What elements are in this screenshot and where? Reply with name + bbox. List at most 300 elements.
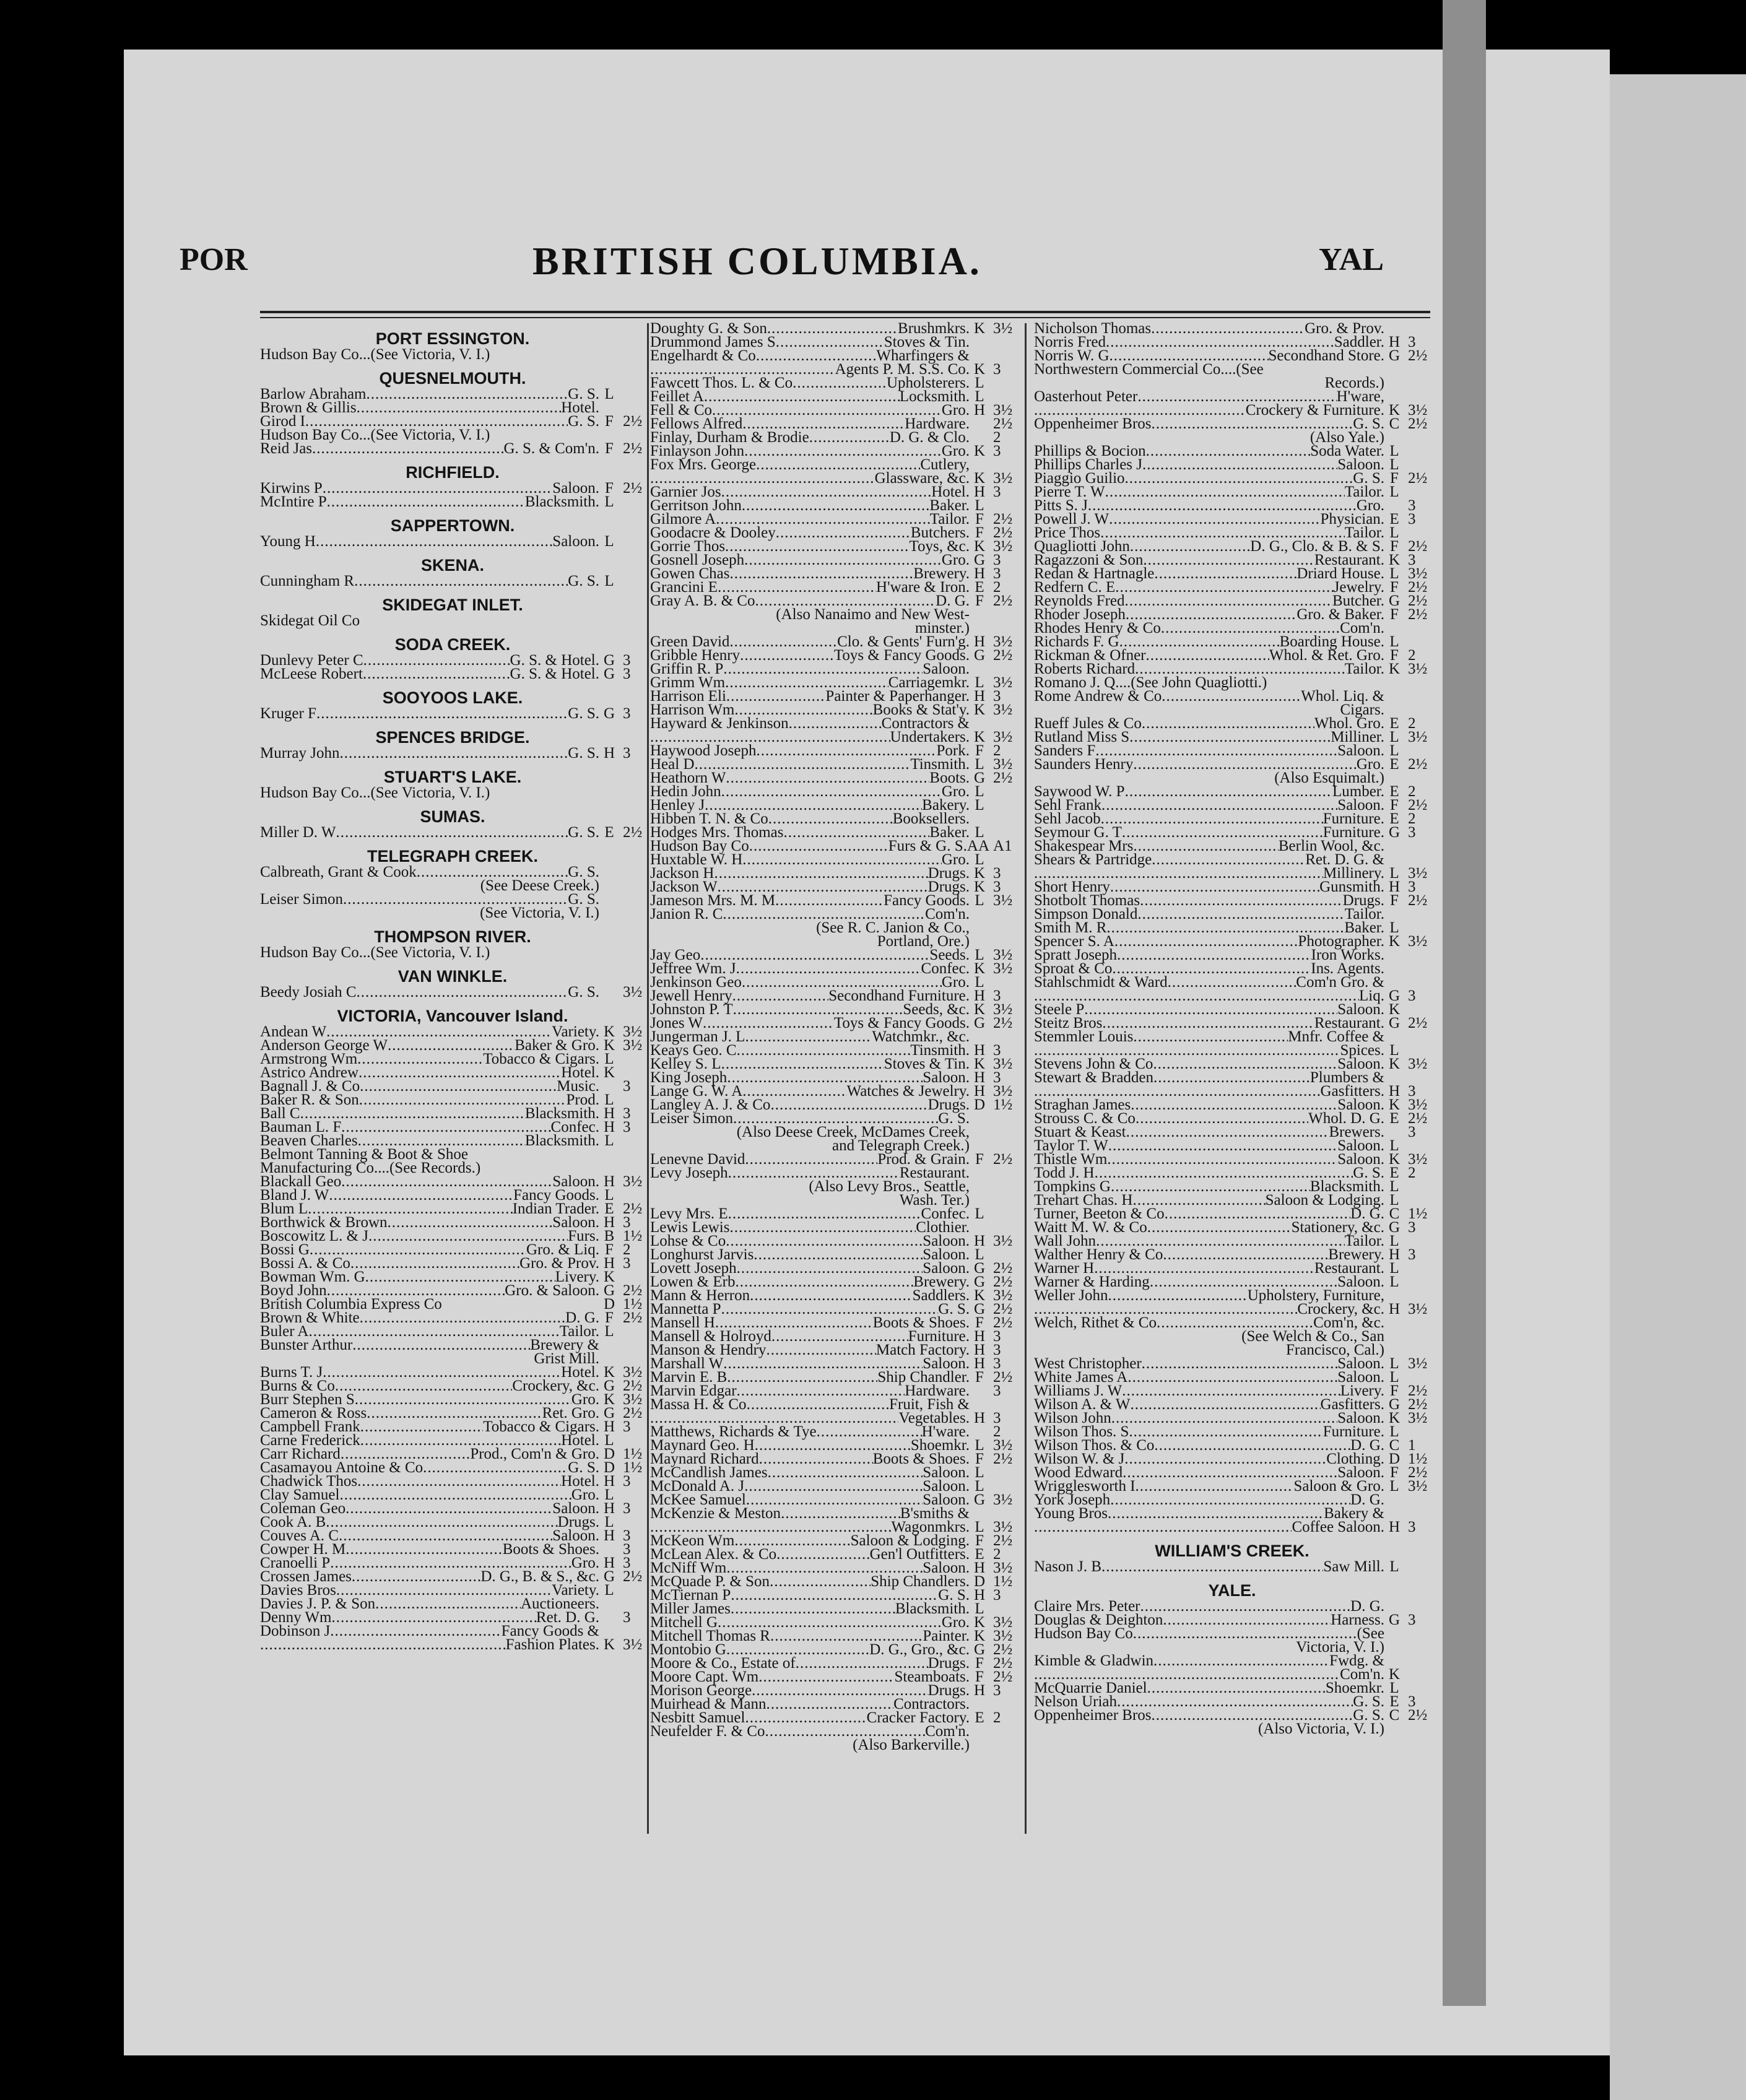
entry-business: Saloon. xyxy=(552,1173,599,1190)
capital-rating: 2½ xyxy=(1408,797,1428,814)
entry-name: Armstrong Wm xyxy=(260,1051,358,1067)
leader-dots xyxy=(1143,553,1314,567)
entry-name: McDonald A. J xyxy=(650,1478,745,1495)
entry-business: Hotel. xyxy=(561,1473,599,1490)
capital-rating: 3½ xyxy=(993,674,1013,691)
capital-rating: 2½ xyxy=(1408,415,1428,432)
entry-name: Sanders F xyxy=(1034,742,1096,759)
entry-business: Saloon. xyxy=(1337,1369,1384,1386)
entry-name: Bossi A. & Co xyxy=(260,1255,350,1272)
credit-rating: G xyxy=(1388,1015,1401,1031)
capital-rating: 2 xyxy=(993,742,1001,759)
credit-rating: L xyxy=(604,1091,614,1108)
entry-business: Saloon. xyxy=(1337,1001,1384,1018)
leader-dots xyxy=(704,390,900,404)
entry-business: Saloon. xyxy=(923,1464,970,1481)
entry-business: B'smiths & xyxy=(900,1505,970,1522)
capital-rating: 3½ xyxy=(993,1001,1013,1018)
entry-business: Contractors. xyxy=(893,1696,970,1712)
capital-rating: 3 xyxy=(1408,879,1416,895)
entry-business: Brewers. xyxy=(1329,1124,1384,1140)
capital-rating: 2½ xyxy=(993,1641,1013,1658)
credit-rating: H xyxy=(1388,879,1401,895)
credit-rating: K xyxy=(603,1037,615,1054)
capital-rating: 3½ xyxy=(1408,1301,1428,1317)
entry-business: Ret. D. G. xyxy=(536,1609,599,1626)
capital-rating: 3½ xyxy=(993,1083,1013,1100)
leader-dots xyxy=(1088,499,1357,513)
entry-business: Saloon. xyxy=(923,661,970,677)
capital-rating: 3 xyxy=(1408,1083,1416,1100)
entry-business: Confec. xyxy=(550,1119,599,1135)
leader-dots xyxy=(388,1216,553,1230)
entry-name: Montobio G xyxy=(650,1641,726,1658)
entry-name: Harrison Eli xyxy=(650,688,726,705)
entry-continuation: minster.) xyxy=(914,620,970,636)
entry-name: Chadwick Thos xyxy=(260,1473,358,1490)
entry-business: Saloon. xyxy=(1337,1096,1384,1113)
credit-rating: H xyxy=(973,1410,986,1426)
entry-business: Livery. xyxy=(555,1269,599,1285)
capital-rating: 3½ xyxy=(993,470,1013,487)
leader-dots xyxy=(1127,1371,1337,1384)
entry-business: Com'n. xyxy=(1340,620,1384,636)
credit-rating: L xyxy=(1389,865,1399,882)
leader-dots xyxy=(737,1262,923,1275)
entry-name: Nicholson Thomas xyxy=(1034,322,1152,337)
entry-name: Jewell Henry xyxy=(650,987,732,1004)
right-running-head: YAL xyxy=(1319,242,1384,277)
page-gutter xyxy=(1443,0,1486,2006)
entry-name: Levy Mrs. E xyxy=(650,1205,728,1222)
capital-rating: 3½ xyxy=(623,1173,643,1190)
credit-rating: L xyxy=(1389,1369,1399,1386)
entry-name: Wilson A. & W xyxy=(1034,1396,1131,1413)
capital-rating: 3 xyxy=(993,1587,1001,1603)
credit-rating: L xyxy=(1389,1137,1399,1154)
leader-dots xyxy=(740,649,834,662)
entry-business: Books & Stat'y. xyxy=(872,701,970,718)
credit-rating: L xyxy=(975,1437,984,1454)
capital-rating: 3½ xyxy=(993,1233,1013,1249)
entry-business: Saloon. xyxy=(923,1491,970,1508)
leader-dots xyxy=(817,1425,922,1439)
credit-rating: G xyxy=(1388,1612,1401,1628)
credit-rating: E xyxy=(1389,1165,1399,1181)
leader-dots xyxy=(766,1343,875,1357)
entry-name: White James A xyxy=(1034,1369,1128,1386)
leader-dots xyxy=(345,1502,552,1516)
entry-name: Cowper H. M xyxy=(260,1541,346,1558)
entry-business: Brewery. xyxy=(1328,1246,1384,1263)
entry-name: Seymour G. T xyxy=(1034,824,1122,841)
credit-rating: G xyxy=(973,1260,986,1277)
entry-business: G. S. & Hotel. xyxy=(510,666,599,682)
town-heading: QUESNELMOUTH. xyxy=(379,369,526,388)
entry-name: Cunningham R xyxy=(260,573,355,589)
entry-business: Milliner. xyxy=(1331,729,1384,745)
credit-rating: E xyxy=(1389,756,1399,773)
entry-business: Harness. xyxy=(1331,1612,1384,1628)
credit-rating: L xyxy=(975,851,984,868)
credit-rating: F xyxy=(605,1309,614,1326)
entry-business: Gro. & Liq. xyxy=(526,1241,599,1258)
capital-rating: 3 xyxy=(1408,552,1416,568)
leader-dots xyxy=(1162,690,1301,703)
entry-business: Gro. xyxy=(941,443,970,459)
entry-name: Kelley S. L xyxy=(650,1056,721,1072)
leader-dots xyxy=(316,707,568,721)
leader-dots xyxy=(714,867,927,880)
entry-business: Hotel. xyxy=(561,1064,599,1081)
leader-dots xyxy=(744,1480,923,1493)
leader-dots xyxy=(1147,1681,1326,1695)
credit-rating: C xyxy=(1389,1707,1400,1724)
capital-rating: 2½ xyxy=(623,1568,643,1585)
town-heading: THOMPSON RIVER. xyxy=(374,927,531,946)
entry-name: West Christopher xyxy=(1034,1355,1142,1372)
entry-name: Stevens John & Co xyxy=(1034,1056,1153,1072)
leader-dots xyxy=(729,1221,916,1234)
leader-dots xyxy=(775,894,884,908)
credit-rating: H xyxy=(603,1255,615,1272)
entry-business: Gro. xyxy=(941,974,970,991)
leader-dots xyxy=(1131,1098,1337,1112)
leader-dots xyxy=(726,1234,923,1248)
entry-business: Fashion Plates. xyxy=(505,1636,599,1653)
entry-name: Bunster Arthur xyxy=(260,1337,353,1353)
entry-business: Gunsmith. xyxy=(1319,879,1384,895)
entry-name: Nelson Uriah xyxy=(1034,1693,1117,1710)
entry-business: Restaurant. xyxy=(1314,1260,1384,1277)
entry-business: G. S. xyxy=(568,1459,599,1476)
entry-name: Crossen James xyxy=(260,1568,352,1585)
entry-name: Gorrie Thos xyxy=(650,538,726,555)
leader-dots xyxy=(1130,540,1250,553)
leader-dots xyxy=(742,853,942,867)
capital-rating: 2½ xyxy=(993,1260,1013,1277)
entry-name: Carr Richard xyxy=(260,1446,341,1462)
entry-business: Drugs. xyxy=(927,1682,970,1699)
credit-rating: L xyxy=(1389,1042,1399,1059)
entry-business: Fwdg. & xyxy=(1329,1652,1384,1669)
entry-business: D. G. xyxy=(565,1309,599,1326)
entry-name: Moore Capt. Wm xyxy=(650,1668,759,1685)
credit-rating: C xyxy=(1389,1205,1400,1222)
capital-rating: 3 xyxy=(993,552,1001,568)
credit-rating: K xyxy=(1388,552,1401,568)
leader-dots xyxy=(1140,894,1343,908)
leader-dots xyxy=(1146,445,1311,458)
entry-business: G. S. xyxy=(1353,1707,1384,1724)
entry-business: Agents P. M. S.S. Co. xyxy=(835,361,970,378)
credit-rating: K xyxy=(1388,933,1401,950)
credit-rating: K xyxy=(603,1023,615,1040)
credit-rating: K xyxy=(973,361,986,378)
entry-business: Soda Water. xyxy=(1310,443,1384,459)
capital-rating: 3 xyxy=(623,1473,631,1490)
entry-name: Levy Joseph xyxy=(650,1165,728,1181)
leader-dots xyxy=(327,495,525,509)
entry-name: Lowen & Erb xyxy=(650,1273,736,1290)
entry-name: Bagnall J. & Co xyxy=(260,1078,360,1095)
entry-name: Wood Edward xyxy=(1034,1464,1123,1481)
leader-dots xyxy=(1126,1126,1329,1139)
entry-business: Saddlers. xyxy=(912,1287,970,1304)
credit-rating: F xyxy=(1390,797,1399,814)
entry-name: Kruger F xyxy=(260,705,316,722)
entry-name: Fell & Co xyxy=(650,402,713,419)
leader-dots xyxy=(355,1393,571,1407)
credit-rating: H xyxy=(973,565,986,582)
entry-name: Grancini E xyxy=(650,579,718,596)
entry-business: Prod. xyxy=(566,1091,599,1108)
entry-name: Taylor T. W xyxy=(1034,1137,1108,1154)
entry-business: Brewery & xyxy=(530,1337,599,1353)
credit-rating: L xyxy=(604,1486,614,1503)
entry-name: Jones W xyxy=(650,1015,703,1031)
entry-name: Pierre T. W xyxy=(1034,484,1105,500)
credit-rating: L xyxy=(1389,484,1399,500)
entry-business: Crockery & Furniture. xyxy=(1245,402,1384,419)
directory-entry xyxy=(260,535,645,549)
leader-dots xyxy=(789,717,882,731)
entry-business: Gro. xyxy=(941,552,970,568)
credit-rating: L xyxy=(1389,1680,1399,1696)
entry-business: Saloon. xyxy=(923,1246,970,1263)
capital-rating: 3½ xyxy=(623,1023,643,1040)
leader-dots xyxy=(721,1057,884,1071)
capital-rating: 3 xyxy=(623,1255,631,1272)
leader-dots xyxy=(1153,1654,1329,1668)
entry-business: Fancy Goods. xyxy=(884,892,970,909)
town-heading: PORT ESSINGTON. xyxy=(375,329,530,348)
entry-name: Miller D. W xyxy=(260,824,336,841)
leader-dots xyxy=(329,1189,513,1202)
entry-business: Tailor. xyxy=(1344,906,1384,922)
directory-entry xyxy=(260,1638,645,1652)
entry-name: Oppenheimer Bros xyxy=(1034,1707,1152,1724)
leader-dots xyxy=(1142,1357,1338,1371)
entry-name: Lenevne David xyxy=(650,1151,745,1168)
leader-dots xyxy=(732,989,829,1003)
entry-business: Saloon. xyxy=(552,1527,599,1544)
entry-name: Hodges Mrs. Thomas xyxy=(650,824,784,841)
entry-name: Bossi G xyxy=(260,1241,310,1258)
credit-rating: H xyxy=(603,1105,615,1122)
entry-name: Sehl Frank xyxy=(1034,797,1102,814)
town-heading: VAN WINKLE. xyxy=(397,967,508,986)
credit-rating: K xyxy=(603,1064,615,1081)
entry-name: McKenzie & Meston xyxy=(650,1505,781,1522)
entry-business: Furniture. xyxy=(1323,824,1384,841)
entry-business: Painter & Paperhanger. xyxy=(825,688,970,705)
entry-name: Reid Jas xyxy=(260,440,313,457)
credit-rating: K xyxy=(973,443,986,459)
entry-continuation: Cigars. xyxy=(1340,701,1384,718)
entry-name: Belmont Tanning & Boot & Shoe xyxy=(260,1146,468,1163)
entry-continuation: (Also Nanaimo and New West- xyxy=(776,606,970,623)
entry-name: Young Bros xyxy=(1034,1505,1108,1522)
credit-rating: L xyxy=(1389,919,1399,936)
entry-business: Saloon. xyxy=(923,1355,970,1372)
entry-name: Denny Wm xyxy=(260,1609,332,1626)
leader-dots xyxy=(770,1098,927,1112)
capital-rating: 3½ xyxy=(993,1628,1013,1644)
credit-rating: H xyxy=(973,1328,986,1345)
credit-rating: L xyxy=(604,1514,614,1530)
entry-name: Fellows Alfred xyxy=(650,415,743,432)
capital-rating: 3½ xyxy=(993,322,1013,337)
entry-business: Furniture. xyxy=(1323,810,1384,827)
entry-name: Doughty G. & Son xyxy=(650,322,767,337)
entry-continuation: Records.) xyxy=(1324,375,1384,391)
credit-rating: F xyxy=(975,1151,984,1168)
entry-name: Phillips Charles J xyxy=(1034,456,1143,473)
entry-business: Saddler. xyxy=(1334,334,1384,350)
directory-entry xyxy=(260,667,645,681)
entry-business: (See xyxy=(1357,1625,1384,1642)
entry-business: Saloon & Lodging. xyxy=(1265,1192,1384,1208)
leader-dots xyxy=(721,785,942,799)
capital-rating: 2½ xyxy=(623,1405,643,1421)
entry-business: Hardware. xyxy=(905,1382,970,1399)
directory-column-2 xyxy=(650,322,1015,1851)
capital-rating: 2½ xyxy=(993,1151,1013,1168)
entry-business: Tailor. xyxy=(1344,484,1384,500)
leader-dots xyxy=(1084,1003,1337,1017)
credit-rating: F xyxy=(975,1314,984,1331)
entry-business: D. G. xyxy=(1350,1437,1384,1454)
credit-rating: H xyxy=(973,987,986,1004)
entry-business: Shoemkr. xyxy=(1325,1680,1384,1696)
capital-rating: 2 xyxy=(993,1546,1001,1563)
entry-continuation: and Telegraph Creek.) xyxy=(832,1137,970,1154)
entry-continuation: (See R. C. Janion & Co., xyxy=(816,919,970,936)
entry-name: Romano J. Q....(See John Quagliotti.) xyxy=(1034,674,1267,691)
entry-name: British Columbia Express Co xyxy=(260,1296,442,1312)
entry-name: Pitts S. J xyxy=(1034,497,1088,514)
entry-name: Powell J. W xyxy=(1034,511,1110,527)
entry-name: McQuade P. & Son xyxy=(650,1573,770,1590)
entry-business: Variety. xyxy=(552,1582,599,1599)
credit-rating: L xyxy=(975,947,984,963)
capital-rating: 2½ xyxy=(993,1668,1013,1685)
credit-rating: H xyxy=(973,402,986,419)
leader-dots xyxy=(1146,649,1269,662)
capital-rating: 3 xyxy=(993,1355,1001,1372)
entry-name: Quagliotti John xyxy=(1034,538,1130,555)
entry-business: Stationery, &c. xyxy=(1291,1219,1384,1236)
credit-rating: F xyxy=(975,1369,984,1386)
entry-name: Gerritson John xyxy=(650,497,742,514)
credit-rating: H xyxy=(973,1355,986,1372)
entry-name: Massa H. & Co xyxy=(650,1396,747,1413)
entry-name: Boscowitz L. & J xyxy=(260,1228,368,1244)
credit-rating: G xyxy=(1388,987,1401,1004)
entry-business: Drugs. xyxy=(927,1655,970,1672)
capital-rating: 3½ xyxy=(993,1560,1013,1576)
entry-business: Tailor. xyxy=(559,1323,599,1340)
entry-business: Blacksmith. xyxy=(524,493,599,510)
credit-rating: L xyxy=(604,1051,614,1067)
entry-business: Saloon. xyxy=(1337,742,1384,759)
entry-business: Gro. & Saloon. xyxy=(505,1282,599,1299)
entry-business: Whol. D. G. xyxy=(1308,1110,1384,1127)
credit-rating: G xyxy=(603,1282,615,1299)
entry-name: McCandlish James xyxy=(650,1464,768,1481)
entry-name: Girod I xyxy=(260,413,305,430)
entry-name: Stewart & Bradden xyxy=(1034,1069,1154,1086)
credit-rating: L xyxy=(1389,1558,1399,1575)
entry-business: Gro. xyxy=(1356,756,1384,773)
leader-dots xyxy=(747,1398,890,1412)
credit-rating: K xyxy=(1388,1001,1401,1018)
capital-rating: 3½ xyxy=(623,1391,643,1408)
entry-business: Brewery. xyxy=(913,1273,970,1290)
leader-dots xyxy=(731,1602,895,1616)
entry-name: Neufelder F. & Co xyxy=(650,1723,765,1740)
entry-name: Cameron & Ross xyxy=(260,1405,367,1421)
entry-business: Saloon. xyxy=(1337,1056,1384,1072)
entry-business: Baker. xyxy=(929,824,970,841)
town-heading: SOOYOOS LAKE. xyxy=(382,688,523,707)
capital-rating: 3½ xyxy=(623,1636,643,1653)
entry-name: Claire Mrs. Peter xyxy=(1034,1598,1140,1615)
entry-business: Painter. xyxy=(923,1628,970,1644)
leader-dots xyxy=(737,1384,905,1398)
credit-rating: E xyxy=(1389,810,1399,827)
entry-business: Driard House. xyxy=(1296,565,1384,582)
leader-dots xyxy=(1130,1398,1320,1412)
town-heading: SPENCES BRIDGE. xyxy=(375,728,530,747)
credit-rating: L xyxy=(975,974,984,991)
credit-rating: B xyxy=(604,1228,615,1244)
capital-rating: 3½ xyxy=(993,1056,1013,1072)
directory-column-3 xyxy=(1034,322,1430,1851)
entry-business: Ret. D. G. & xyxy=(1305,851,1384,868)
credit-rating: H xyxy=(973,688,986,705)
entry-business: Hotel. xyxy=(561,1364,599,1381)
entry-business: Saloon. xyxy=(923,1478,970,1495)
entry-name: Longhurst Jarvis xyxy=(650,1246,754,1263)
entry-name: King Joseph xyxy=(650,1069,727,1086)
entry-name: Calbreath, Grant & Cook xyxy=(260,864,417,880)
entry-business: Tinsmith. xyxy=(910,756,970,773)
entry-business: Music. xyxy=(557,1078,599,1095)
entry-name: Simpson Donald xyxy=(1034,906,1138,922)
entry-business: Livery. xyxy=(1340,1382,1384,1399)
capital-rating: 2½ xyxy=(1408,579,1428,596)
credit-rating: L xyxy=(975,1478,984,1495)
entry-business: Iron Works. xyxy=(1311,947,1384,963)
credit-rating: G xyxy=(603,666,615,682)
entry-business: Variety. xyxy=(552,1023,599,1040)
entry-name: Northwestern Commercial Co....(See xyxy=(1034,361,1264,378)
credit-rating: F xyxy=(1390,1464,1399,1481)
entry-business: Restaurant. xyxy=(1314,1015,1384,1031)
leader-dots xyxy=(1101,812,1323,826)
entry-business: Tailor. xyxy=(1344,524,1384,541)
entry-business: Cracker Factory. xyxy=(866,1709,970,1726)
entry-name: Stahlschmidt & Ward xyxy=(1034,974,1168,991)
entry-name: Janion R. C xyxy=(650,906,723,922)
entry-name: Phillips & Bocion xyxy=(1034,443,1146,459)
leader-dots xyxy=(357,1475,561,1488)
capital-rating: 1½ xyxy=(623,1296,643,1312)
capital-rating: 3½ xyxy=(1408,1410,1428,1426)
capital-rating: 3 xyxy=(623,652,631,669)
